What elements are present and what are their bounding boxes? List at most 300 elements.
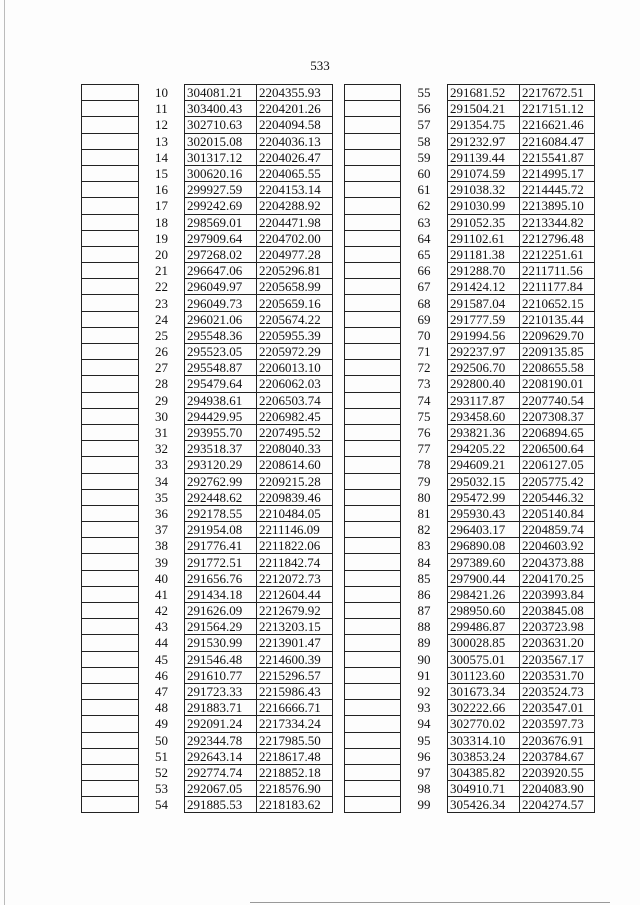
y-coordinate: 2208040.33: [257, 441, 333, 457]
point-number: 29: [155, 392, 168, 408]
table-row: [345, 764, 595, 780]
y-coordinate: 2213895.10: [520, 198, 595, 214]
blank-cell: [82, 392, 139, 408]
point-number: 51: [155, 748, 168, 764]
point-number: 31: [155, 425, 168, 441]
table-row: [82, 538, 333, 554]
x-coordinate: 291546.48: [185, 651, 257, 667]
table-row: [82, 683, 333, 699]
y-coordinate: 2204170.25: [520, 570, 595, 586]
x-coordinate: 292506.70: [448, 360, 520, 376]
point-number: 83: [417, 538, 431, 554]
x-coordinate: 302222.66: [448, 700, 520, 716]
x-coordinate: 302770.02: [448, 716, 520, 732]
point-number: 80: [417, 489, 431, 505]
point-number: 67: [417, 279, 431, 295]
table-row: [82, 764, 333, 780]
blank-cell: [345, 473, 401, 489]
x-coordinate: 294938.61: [185, 392, 257, 408]
blank-cell: [345, 360, 401, 376]
y-coordinate: 2204083.90: [520, 781, 595, 797]
x-coordinate: 292091.24: [185, 716, 257, 732]
blank-cell: [82, 214, 139, 230]
table-row: [345, 667, 595, 683]
x-coordinate: 291139.44: [448, 149, 520, 165]
x-coordinate: 296021.06: [185, 311, 257, 327]
point-number: 21: [155, 263, 168, 279]
y-coordinate: 2208614.60: [257, 457, 333, 473]
table-row: [82, 700, 333, 716]
table-row: [82, 522, 333, 538]
x-coordinate: 291564.29: [185, 619, 257, 635]
x-coordinate: 302015.08: [185, 133, 257, 149]
table-row: [345, 424, 595, 440]
point-number: 89: [417, 635, 431, 651]
x-coordinate: 292762.99: [185, 473, 257, 489]
point-number: 73: [417, 376, 431, 392]
blank-cell: [345, 522, 401, 538]
y-coordinate: 2208655.58: [520, 360, 595, 376]
point-number: 78: [417, 457, 431, 473]
table-row: [345, 327, 595, 343]
y-coordinate: 2206013.10: [257, 360, 333, 376]
table-row: [345, 457, 595, 473]
y-coordinate: 2205446.32: [520, 489, 595, 505]
table-row: [82, 441, 333, 457]
point-number: 39: [155, 554, 168, 570]
blank-cell: [82, 635, 139, 651]
y-coordinate: 2204201.26: [257, 101, 333, 117]
blank-cell: [345, 149, 401, 165]
x-coordinate: 293120.29: [185, 457, 257, 473]
y-coordinate: 2209839.46: [257, 489, 333, 505]
table-row: [345, 214, 595, 230]
point-number: 24: [155, 311, 168, 327]
table-row: [345, 230, 595, 246]
point-number: 98: [417, 781, 431, 797]
y-coordinate: 2207308.37: [520, 408, 595, 424]
y-coordinate: 2204373.88: [520, 554, 595, 570]
table-row: [345, 554, 595, 570]
x-coordinate: 291954.08: [185, 522, 257, 538]
point-number: 61: [417, 182, 431, 198]
blank-cell: [345, 651, 401, 667]
x-coordinate: 293955.70: [185, 424, 257, 440]
coordinates-table-left: [81, 84, 333, 813]
blank-cell: [82, 457, 139, 473]
x-coordinate: 291610.77: [185, 667, 257, 683]
y-coordinate: 2204977.28: [257, 246, 333, 262]
blank-cell: [345, 392, 401, 408]
point-number: 23: [155, 295, 168, 311]
y-coordinate: 2213203.15: [257, 619, 333, 635]
point-number: 40: [155, 570, 168, 586]
blank-cell: [345, 619, 401, 635]
table-row: [345, 101, 595, 117]
point-number: 97: [417, 764, 431, 780]
table-row: [345, 797, 595, 813]
y-coordinate: 2204603.92: [520, 538, 595, 554]
blank-cell: [82, 522, 139, 538]
y-coordinate: 2212604.44: [257, 586, 333, 602]
table-row: [82, 603, 333, 619]
y-coordinate: 2203784.67: [520, 748, 595, 764]
x-coordinate: 300028.85: [448, 635, 520, 651]
blank-cell: [345, 424, 401, 440]
point-number: 38: [155, 538, 168, 554]
blank-cell: [345, 165, 401, 181]
blank-cell: [345, 133, 401, 149]
blank-cell: [345, 797, 401, 813]
blank-cell: [82, 619, 139, 635]
y-coordinate: 2205659.16: [257, 295, 333, 311]
table-row: [82, 716, 333, 732]
x-coordinate: 291777.59: [448, 311, 520, 327]
table-row: [82, 360, 333, 376]
y-coordinate: 2203567.17: [520, 651, 595, 667]
table-row: [345, 246, 595, 262]
point-number: 95: [417, 732, 431, 748]
blank-cell: [82, 182, 139, 198]
x-coordinate: 296049.73: [185, 295, 257, 311]
y-coordinate: 2210484.05: [257, 505, 333, 521]
table-row: [82, 246, 333, 262]
table-row: [82, 424, 333, 440]
y-coordinate: 2204036.13: [257, 133, 333, 149]
y-coordinate: 2215541.87: [520, 149, 595, 165]
point-number: 72: [417, 360, 431, 376]
blank-cell: [345, 716, 401, 732]
x-coordinate: 302710.63: [185, 117, 257, 133]
y-coordinate: 2216621.46: [520, 117, 595, 133]
blank-cell: [82, 651, 139, 667]
x-coordinate: 292774.74: [185, 764, 257, 780]
table-row: [82, 457, 333, 473]
x-coordinate: 291681.52: [448, 85, 520, 101]
y-coordinate: 2203723.98: [520, 619, 595, 635]
y-coordinate: 2211822.06: [257, 538, 333, 554]
table-row: [345, 489, 595, 505]
table-row: [82, 781, 333, 797]
x-coordinate: 298421.26: [448, 586, 520, 602]
blank-cell: [345, 85, 401, 101]
x-coordinate: 297900.44: [448, 570, 520, 586]
blank-cell: [82, 327, 139, 343]
x-coordinate: 297389.60: [448, 554, 520, 570]
table-row: [345, 522, 595, 538]
x-coordinate: 292237.97: [448, 344, 520, 360]
table-row: [345, 732, 595, 748]
table-row: [82, 295, 333, 311]
y-coordinate: 2203676.91: [520, 732, 595, 748]
table-row: [345, 198, 595, 214]
point-number: 10: [155, 85, 168, 101]
table-row: [345, 570, 595, 586]
blank-cell: [82, 683, 139, 699]
point-number: 32: [155, 441, 168, 457]
y-coordinate: 2208190.01: [520, 376, 595, 392]
y-coordinate: 2213901.47: [257, 635, 333, 651]
blank-cell: [82, 198, 139, 214]
table-row: [82, 214, 333, 230]
x-coordinate: 292067.05: [185, 781, 257, 797]
point-number: 96: [417, 748, 431, 764]
x-coordinate: 291626.09: [185, 603, 257, 619]
blank-cell: [345, 214, 401, 230]
blank-cell: [345, 700, 401, 716]
table-row: [82, 797, 333, 813]
table-row: [82, 489, 333, 505]
blank-cell: [345, 781, 401, 797]
table-row: [345, 117, 595, 133]
x-coordinate: 299927.59: [185, 182, 257, 198]
x-coordinate: 304910.71: [448, 781, 520, 797]
blank-cell: [345, 586, 401, 602]
table-row: [82, 182, 333, 198]
table-row: [82, 586, 333, 602]
table-row: [82, 85, 333, 101]
point-number: 81: [417, 505, 431, 521]
table-row: [82, 408, 333, 424]
x-coordinate: 305426.34: [448, 797, 520, 813]
y-coordinate: 2214445.72: [520, 182, 595, 198]
y-coordinate: 2217151.12: [520, 101, 595, 117]
blank-cell: [82, 781, 139, 797]
blank-cell: [82, 408, 139, 424]
point-number: 75: [417, 408, 431, 424]
x-coordinate: 291434.18: [185, 586, 257, 602]
coordinates-table-left-body: [82, 85, 333, 813]
point-number: 30: [155, 408, 168, 424]
x-coordinate: 291883.71: [185, 700, 257, 716]
x-coordinate: 296049.97: [185, 279, 257, 295]
x-coordinate: 292643.14: [185, 748, 257, 764]
blank-cell: [345, 198, 401, 214]
point-number: 16: [155, 182, 168, 198]
blank-cell: [345, 311, 401, 327]
table-row: [82, 570, 333, 586]
y-coordinate: 2204859.74: [520, 522, 595, 538]
x-coordinate: 291288.70: [448, 263, 520, 279]
x-coordinate: 291772.51: [185, 554, 257, 570]
blank-cell: [345, 489, 401, 505]
blank-cell: [345, 230, 401, 246]
table-row: [345, 311, 595, 327]
y-coordinate: 2204026.47: [257, 149, 333, 165]
table-row: [82, 165, 333, 181]
y-coordinate: 2210652.15: [520, 295, 595, 311]
x-coordinate: 295548.36: [185, 327, 257, 343]
y-coordinate: 2203524.73: [520, 683, 595, 699]
table-row: [82, 505, 333, 521]
table-row: [345, 360, 595, 376]
y-coordinate: 2206500.64: [520, 441, 595, 457]
point-number: 58: [417, 133, 431, 149]
table-row: [345, 586, 595, 602]
table-row: [82, 117, 333, 133]
point-number: 34: [155, 473, 168, 489]
x-coordinate: 292448.62: [185, 489, 257, 505]
x-coordinate: 303400.43: [185, 101, 257, 117]
y-coordinate: 2212251.61: [520, 246, 595, 262]
table-row: [82, 133, 333, 149]
blank-cell: [345, 732, 401, 748]
point-number: 22: [155, 279, 168, 295]
x-coordinate: 295523.05: [185, 344, 257, 360]
x-coordinate: 291587.04: [448, 295, 520, 311]
point-number: 87: [417, 603, 431, 619]
blank-cell: [345, 101, 401, 117]
table-row: [345, 279, 595, 295]
table-row: [345, 408, 595, 424]
point-number: 69: [417, 311, 431, 327]
blank-cell: [82, 797, 139, 813]
x-coordinate: 298950.60: [448, 603, 520, 619]
blank-cell: [345, 263, 401, 279]
table-row: [345, 149, 595, 165]
y-coordinate: 2211711.56: [520, 263, 595, 279]
blank-cell: [82, 246, 139, 262]
point-number: 94: [417, 716, 431, 732]
blank-cell: [345, 538, 401, 554]
point-number: 79: [417, 473, 431, 489]
blank-cell: [345, 327, 401, 343]
table-row: [345, 781, 595, 797]
point-number: 77: [417, 441, 431, 457]
blank-cell: [82, 376, 139, 392]
x-coordinate: 301123.60: [448, 667, 520, 683]
table-row: [345, 165, 595, 181]
point-number: 47: [155, 684, 168, 700]
y-coordinate: 2204153.14: [257, 182, 333, 198]
table-row: [345, 635, 595, 651]
blank-cell: [345, 376, 401, 392]
coordinates-table-right-body: [345, 85, 595, 813]
table-row: [82, 376, 333, 392]
point-number: 54: [155, 797, 168, 813]
x-coordinate: 301317.12: [185, 149, 257, 165]
y-coordinate: 2205955.39: [257, 327, 333, 343]
point-number: 65: [417, 246, 431, 262]
table-row: [82, 392, 333, 408]
x-coordinate: 293458.60: [448, 408, 520, 424]
page-number: 533: [310, 58, 330, 73]
y-coordinate: 2217985.50: [257, 732, 333, 748]
y-coordinate: 2212072.73: [257, 570, 333, 586]
table-row: [82, 149, 333, 165]
blank-cell: [82, 165, 139, 181]
point-number: 43: [155, 619, 168, 635]
point-number: 49: [155, 716, 168, 732]
blank-cell: [345, 457, 401, 473]
table-row: [345, 441, 595, 457]
y-coordinate: 2206503.74: [257, 392, 333, 408]
x-coordinate: 291723.33: [185, 683, 257, 699]
point-number: 68: [417, 295, 431, 311]
y-coordinate: 2205296.81: [257, 263, 333, 279]
point-number: 90: [417, 651, 431, 667]
blank-cell: [82, 424, 139, 440]
blank-cell: [345, 603, 401, 619]
x-coordinate: 291052.35: [448, 214, 520, 230]
y-coordinate: 2206062.03: [257, 376, 333, 392]
point-number: 59: [417, 149, 431, 165]
table-row: [345, 683, 595, 699]
y-coordinate: 2203845.08: [520, 603, 595, 619]
table-row: [345, 392, 595, 408]
x-coordinate: 304081.21: [185, 85, 257, 101]
coordinates-table-right: [344, 84, 595, 813]
table-row: [345, 473, 595, 489]
y-coordinate: 2203993.84: [520, 586, 595, 602]
blank-cell: [345, 408, 401, 424]
blank-cell: [345, 683, 401, 699]
x-coordinate: 291885.53: [185, 797, 257, 813]
y-coordinate: 2212679.92: [257, 603, 333, 619]
blank-cell: [82, 279, 139, 295]
point-number: 27: [155, 360, 168, 376]
table-row: [82, 311, 333, 327]
y-coordinate: 2204288.92: [257, 198, 333, 214]
blank-cell: [82, 667, 139, 683]
point-number: 71: [417, 344, 431, 360]
y-coordinate: 2204702.00: [257, 230, 333, 246]
y-coordinate: 2215986.43: [257, 683, 333, 699]
blank-cell: [345, 279, 401, 295]
y-coordinate: 2211177.84: [520, 279, 595, 295]
x-coordinate: 298569.01: [185, 214, 257, 230]
point-number: 48: [155, 700, 168, 716]
blank-cell: [345, 635, 401, 651]
y-coordinate: 2203920.55: [520, 764, 595, 780]
table-row: [345, 700, 595, 716]
point-number: 60: [417, 166, 431, 182]
table-row: [82, 344, 333, 360]
y-coordinate: 2209135.85: [520, 344, 595, 360]
x-coordinate: 297909.64: [185, 230, 257, 246]
table-row: [345, 295, 595, 311]
table-row: [345, 603, 595, 619]
x-coordinate: 291038.32: [448, 182, 520, 198]
x-coordinate: 292800.40: [448, 376, 520, 392]
point-number: 52: [155, 764, 168, 780]
point-number: 26: [155, 344, 168, 360]
y-coordinate: 2203631.20: [520, 635, 595, 651]
point-number: 55: [417, 85, 431, 101]
x-coordinate: 291656.76: [185, 570, 257, 586]
point-number: 35: [155, 489, 168, 505]
blank-cell: [82, 716, 139, 732]
y-coordinate: 2204355.93: [257, 85, 333, 101]
y-coordinate: 2205674.22: [257, 311, 333, 327]
blank-cell: [82, 473, 139, 489]
blank-cell: [82, 311, 139, 327]
point-number: 19: [155, 230, 168, 246]
point-number: 76: [417, 425, 431, 441]
point-number: 11: [155, 101, 168, 117]
point-number: 37: [155, 522, 168, 538]
point-number: 18: [155, 214, 168, 230]
x-coordinate: 296890.08: [448, 538, 520, 554]
point-number: 14: [155, 149, 168, 165]
x-coordinate: 291074.59: [448, 165, 520, 181]
y-coordinate: 2206982.45: [257, 408, 333, 424]
point-number: 66: [417, 263, 431, 279]
x-coordinate: 291030.99: [448, 198, 520, 214]
point-number: 57: [417, 117, 431, 133]
y-coordinate: 2216666.71: [257, 700, 333, 716]
x-coordinate: 291354.75: [448, 117, 520, 133]
